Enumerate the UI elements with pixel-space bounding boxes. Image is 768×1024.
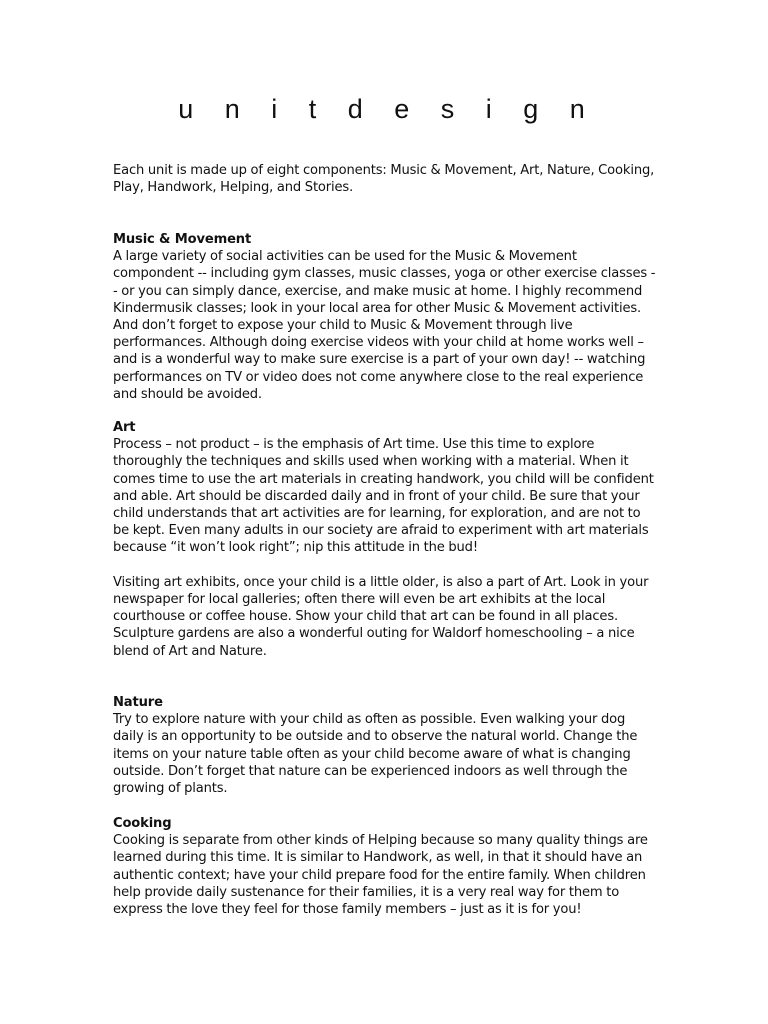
section-nature bbox=[113, 694, 658, 797]
section-paragraph: Process – not product – is the emphasis of Art time. Use this time to explore thoroughly the techniques and skills used when working with a material. When it comes time to use the art materials in creating handwork, you child will be confident and able. Art should be discarded daily and in front of your child. Be sure that your child understands that art activities are for learning, for exploration, and are not to be kept. Even many adults in our society are afraid to experiment with art materials because “it won’t look right”; nip this attitude in the bud! bbox=[113, 437, 654, 556]
section-paragraph: A large variety of social activities can be used for the Music & Movement compondent -- including gym classes, music classes, yoga or other exercise classes -- or you can simply dance, exercise, and make music at home. I highly recommend Kindermusik classes; look in your local area for other Music & Movement activities. And don’t forget to expose your child to Music & Movement through live performances. Although doing exercise videos with your child at home works well – and is a wonderful way to make sure exercise is a part of your own day! -- watching performances on TV or video does not come anywhere close to the real experience and should be avoided. bbox=[113, 249, 656, 402]
section-heading: Art bbox=[113, 420, 136, 435]
section-cooking bbox=[113, 815, 658, 918]
section-heading: Nature bbox=[113, 695, 163, 710]
section-music-movement bbox=[113, 231, 658, 403]
section-art bbox=[113, 419, 658, 660]
section-paragraph: Visiting art exhibits, once your child is a little older, is also a part of Art. Look in your newspaper for local galleries; often there will even be art exhibits at the local courthouse or coffee house. Show your child that art can be found in all places. Sculpture gardens are also a wonderful outing for Waldorf homeschooling – a nice blend of Art and Nature. bbox=[113, 574, 649, 659]
section-heading: Cooking bbox=[113, 816, 172, 831]
intro-paragraph: Each unit is made up of eight components: Music & Movement, Art, Nature, Cooking, Play, Handwork, Helping, and Stories. bbox=[113, 163, 655, 196]
section-heading: Music & Movement bbox=[113, 232, 252, 247]
section-paragraph: Cooking is separate from other kinds of Helping because so many quality things are learned during this time. It is similar to Handwork, as well, in that it should have an authentic context; have your child prepare food for the entire family. When children help provide daily sustenance for their families, it is a very real way for them to express the love they feel for those family members – just as it is for you! bbox=[113, 833, 648, 918]
page-title: u n i t d e s i g n bbox=[178, 94, 597, 124]
section-paragraph: Try to explore nature with your child as often as possible. Even walking your dog daily is an opportunity to be outside and to observe the natural world. Change the items on your nature table often as your child become aware of what is changing outside. Don’t forget that nature can be experienced indoors as well through the growing of plants. bbox=[113, 712, 638, 797]
